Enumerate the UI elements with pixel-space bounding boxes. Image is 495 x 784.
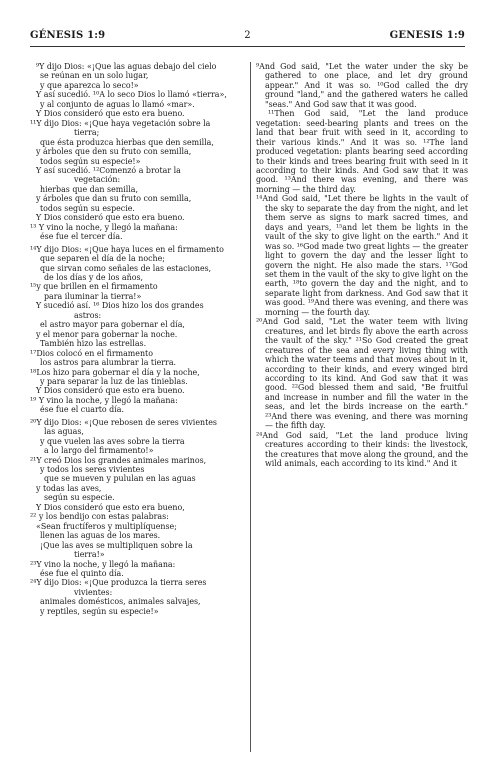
verse-paragraph-en: ¹⁴And God said, "Let there be lights in the vault of the sky to separate the day from the night, and let them serve as signs to mark sacred times, and days and years, ¹⁵and let them be lights in the vault of the sky to give light on the earth." And it was so. ¹⁶God made two great lights — the greater light to govern the day and the lesser light to govern the night. He also made the stars. ¹⁷God set them in the vault of the sky to give light on the earth, ¹⁸to govern the day and the night, and to separate light from darkness. And God saw that it was good. ¹⁹And there was evening, and there was morning — the fourth day.: [256, 194, 468, 317]
verse-line-es: ⁹Y dijo Dios: «¡Que las aguas debajo del cielo: [36, 62, 217, 71]
verse-line-es: ²⁴Y dijo Dios: «¡Que produzca la tierra seres: [30, 578, 207, 588]
verse-paragraph-en: ⁹And God said, "Let the water under the sky be gathered to one place, and let dry ground appear." And it was so. ¹⁰God called the dry ground "land," and the gathered waters he called "seas." And God saw that it was good.: [256, 62, 468, 109]
verse-line-es: ¹⁷Dios colocó en el firmamento: [30, 348, 153, 358]
verse-line-es: Y Dios consideró que esto era bueno.: [36, 213, 185, 223]
verse-line-es: ése fue el cuarto día.: [40, 405, 124, 415]
verse-line-es: las aguas,: [44, 427, 84, 437]
verse-line-es: y el menor para gobernar la noche.: [36, 329, 178, 339]
verse-paragraph-en: ²⁴And God said, "Let the land produce living creatures according to their kinds: the livestock, the creatures that move along the ground, and the wild animals, each according to its kind." And it: [256, 430, 468, 469]
verse-line-es: que se mueven y pululan en las aguas: [44, 474, 196, 484]
header-rule: [30, 46, 465, 47]
verse-line-es: y todos los seres vivientes: [40, 465, 145, 475]
verse-line-es: para iluminar la tierra!»: [44, 291, 142, 301]
verse-paragraph-en: ²⁰And God said, "Let the water teem with living creatures, and let birds fly above the earth across the vault of the sky." ²¹So God created the great creatures of the sea and every living thing with which the water teems and that moves about in it, according to their kinds, and every winged bird according to its kind. And God saw that it was good. ²²God blessed them and said, "Be fruitful and increase in number and fill the water in the seas, and let the birds increase on the earth." ²³And there was evening, and there was morning — the fifth day.: [256, 317, 468, 431]
header-left-reference: GÉNESIS 1:9: [30, 30, 106, 41]
verse-line-es: y para separar la luz de las tinieblas.: [40, 376, 188, 386]
verse-line-es: a lo largo del firmamento!»: [44, 446, 154, 456]
verse-line-es: Y Dios consideró que esto era bueno.: [36, 109, 185, 119]
verse-line-es: y al conjunto de aguas lo llamó «mar».: [40, 99, 195, 109]
verse-line-es: ¹⁵y que brillen en el firmamento: [30, 282, 158, 292]
verse-line-es: que sirvan como señales de las estaciones,: [40, 263, 212, 273]
verse-line-es: ¡Que las aves se multipliquen sobre la: [40, 540, 193, 550]
verse-line-es: vivientes:: [74, 587, 113, 597]
page-number: 2: [244, 30, 251, 41]
verse-line-es: y árboles que dan su fruto con semilla,: [36, 194, 192, 204]
english-column: [256, 62, 468, 468]
verse-line-es: tierra!»: [74, 550, 105, 560]
verse-line-es: Y sucedió así. ¹⁶ Dios hizo los dos grandes: [36, 301, 204, 311]
verse-line-es: astros:: [74, 310, 102, 320]
verse-line-es: ¹⁴Y dijo Dios: «¡Que haya luces en el firmamento: [30, 244, 224, 254]
verse-line-es: se reúnan en un solo lugar,: [40, 71, 149, 81]
verse-line-es: animales domésticos, animales salvajes,: [40, 597, 201, 607]
verse-line-es: tierra;: [74, 128, 100, 138]
verse-line-es: de los días y de los años,: [44, 272, 144, 282]
header-right-reference: GENESIS 1:9: [389, 30, 465, 41]
verse-line-es: los astros para alumbrar la tierra.: [40, 358, 177, 368]
verse-line-es: el astro mayor para gobernar el día,: [40, 320, 185, 330]
column-divider: [250, 62, 251, 752]
page-header: [30, 30, 465, 46]
verse-line-es: ²¹Y creó Dios los grandes animales marinos,: [30, 455, 207, 465]
verse-line-es: ²⁰Y dijo Dios: «¡Que rebosen de seres vivientes: [30, 417, 217, 427]
verse-line-es: vegetación:: [74, 175, 121, 185]
verse-line-es: También hizo las estrellas.: [40, 339, 147, 349]
verse-line-es: ²³Y vino la noche, y llegó la mañana:: [30, 559, 176, 569]
verse-line-es: ¹⁹ Y vino la noche, y llegó la mañana:: [30, 395, 178, 405]
verse-line-es: y todas las aves,: [36, 483, 102, 493]
verse-line-es: y reptiles, según su especie!»: [40, 606, 159, 616]
verse-line-es: todos según su especie!»: [40, 156, 141, 166]
verse-line-es: y que vuelen las aves sobre la tierra: [40, 436, 185, 446]
verse-line-es: hierbas que dan semilla,: [40, 184, 139, 194]
verse-line-es: ²² y los bendijo con estas palabras:: [30, 512, 169, 522]
verse-line-es: Y así sucedió. ¹⁰A lo seco Dios lo llamó «tierra»,: [36, 90, 227, 100]
verse-line-es: Y Dios consideró que esto era bueno.: [36, 386, 185, 396]
verse-line-es: Y Dios consideró que esto era bueno,: [36, 502, 185, 512]
verse-line-es: según su especie.: [44, 493, 115, 503]
verse-line-es: ¹¹Y dijo Dios: «¡Que haya vegetación sobre la: [30, 118, 211, 128]
verse-line-es: ése fue el quinto día.: [40, 569, 124, 579]
verse-line-es: y que aparezca lo seco!»: [40, 80, 139, 90]
verse-line-es: que ésta produzca hierbas que den semilla,: [40, 137, 214, 147]
verse-line-es: y árboles que den su fruto con semilla,: [36, 147, 192, 157]
verse-line-es: «Sean fructíferos y multiplíquense;: [36, 521, 177, 531]
verse-line-es: Y así sucedió. ¹²Comenzó a brotar la: [36, 165, 181, 175]
verse-line-es: ¹³ Y vino la noche, y llegó la mañana:: [30, 222, 178, 232]
verse-paragraph-en: ¹¹Then God said, "Let the land produce vegetation: seed-bearing plants and trees on the land that bear fruit with seed in it, according to their various kinds." And it was so. ¹²The land produced vegetation: plants bearing seed according to their kinds and trees bearing fruit with seed in it according to their kinds. And God saw that it was good. ¹³And there was evening, and there was morning — the third day.: [256, 109, 468, 194]
spanish-column: [30, 62, 242, 616]
verse-line-es: llenen las aguas de los mares.: [40, 531, 161, 541]
verse-line-es: ¹⁸Los hizo para gobernar el día y la noche,: [30, 367, 200, 377]
verse-line-es: que separen el día de la noche;: [40, 254, 165, 264]
verse-line-es: ése fue el tercer día.: [40, 232, 123, 242]
verse-line-es: todos según su especie.: [40, 203, 135, 213]
